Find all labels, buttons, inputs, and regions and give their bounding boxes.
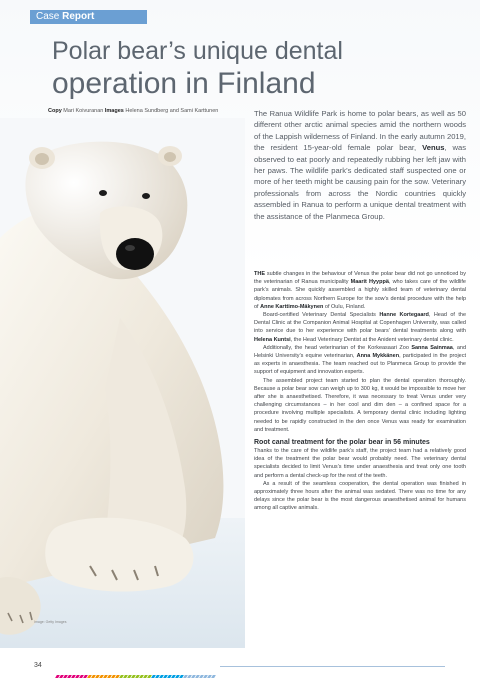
page-footer bbox=[0, 652, 480, 679]
polar-bear-photo bbox=[0, 118, 245, 648]
text: subtle changes in the behaviour of Venus the polar bear did not go unnoticed by the veterinarian of Ranua municipality bbox=[254, 271, 466, 286]
paragraph-6: As a result of the seamless cooperation, the dental operation was finished in approximately three hours after the animal was sedated. There was no time for any delays since the polar bear is the most dangerous anaesthetised animal for humans among all captive animals. bbox=[254, 480, 466, 512]
color-stripe bbox=[56, 665, 216, 668]
lead-text-2: , was observed to eat poorly and repeatedly rubbing her left jaw with her paws. The wildlife park’s dedicated staff suspected one or more of her teeth might be causing pain for the sow. Veterinary professionals from across the Nordic countries quickly assembled in Ranua to perform a unique dental treatment with the assistance of the Planmeca Group. bbox=[254, 143, 466, 221]
person-name: Helena Kuntsi bbox=[254, 336, 291, 343]
copy-name: Mari Koivuranan bbox=[63, 108, 104, 114]
paragraph-1 bbox=[254, 270, 466, 311]
paragraph-4: The assembled project team started to plan the dental operation thoroughly. Because a polar bear sow can weigh up to 300 kg, it would be impossible to move her after she is anaesthetised. Therefore, it was necessary to treat Venus under very challenging circumstances – in her cool and dim den – a confined space for a procedure involving multiple specialists. A temporary dental clinic including lighting needed to be rapidly constructed in the den once Venus was ready for examination and treatment. bbox=[254, 377, 466, 433]
paragraph-5: Thanks to the care of the wildlife park’s staff, the project team had a relatively good idea of the treatment the polar bear would probably need. The veterinary dental specialists decided to limit Venus’s time under anaesthesia and treat only one tooth and perform a dental check-up for the rest of the teeth. bbox=[254, 448, 466, 479]
lead-text-1: The Ranua Wildlife Park is home to polar bears, as well as 50 different other arctic animal species amid the northern woods of the Lappish wilderness of Finland. In the early autumn 2019, the resident 15-year-old female polar bear, bbox=[254, 109, 466, 153]
copy-label: Copy bbox=[48, 108, 62, 114]
page-number: 34 bbox=[34, 662, 42, 669]
lead-paragraph bbox=[254, 108, 466, 222]
person-name: Maarit Hyyppä bbox=[350, 279, 389, 286]
text: Additionally, the head veterinarian of the Korkeasaari Zoo bbox=[263, 344, 412, 351]
byline bbox=[48, 108, 218, 114]
text: , who takes care of the wildlife park’s animals. She quickly assembled a highly skilled team of veterinary dental diplomates from across Northern Europe for the sow’s dental procedure with the help of bbox=[254, 279, 466, 310]
paragraph-3 bbox=[254, 344, 466, 377]
section-tag bbox=[30, 10, 147, 24]
footer-rule bbox=[220, 666, 445, 667]
text: , participated in the project as experts in anaesthesia. The team reached out to Planmeca Group to provide the support of equipment and innovation experts. bbox=[254, 353, 467, 376]
title-line-2: operation in Finland bbox=[52, 67, 316, 100]
drop-lead: THE bbox=[254, 271, 265, 277]
paragraph-2 bbox=[254, 311, 466, 344]
photo-credit: Image: Getty Images bbox=[34, 620, 67, 624]
text: Board-certified Veterinary Dental Specialists bbox=[263, 312, 380, 319]
lead-bear-name: Venus bbox=[422, 143, 445, 153]
images-label: Images bbox=[104, 108, 124, 114]
images-name: Helena Sundberg and Sami Karttunen bbox=[125, 108, 219, 114]
section-tag-bold: Report bbox=[62, 11, 95, 22]
text: , the Head Veterinary Dentist at the Anident veterinary dental clinic. bbox=[290, 336, 454, 343]
person-name: Anne Karttimo-Mäkynen bbox=[260, 303, 324, 310]
text: , and Helsinki University’s equine veterinarian, bbox=[254, 344, 467, 360]
person-name: Sanna Sainmaa bbox=[411, 344, 453, 351]
person-name: Anna Mykkänen bbox=[356, 353, 400, 360]
text: of Oulu, Finland. bbox=[323, 303, 366, 310]
article-body bbox=[254, 270, 466, 513]
person-name: Hanne Kortegaard bbox=[379, 312, 429, 319]
page-title bbox=[52, 36, 472, 102]
section-tag-light: Case bbox=[36, 11, 63, 22]
text: , Head of the Dental Clinic at the Companion Animal Hospital at Copenhagen University, was called into service due to her experience with polar bears’ dental treatments along with bbox=[254, 312, 466, 335]
subheading: Root canal treatment for the polar bear in 56 minutes bbox=[254, 439, 430, 447]
title-line-1: Polar bear’s unique dental bbox=[52, 37, 343, 65]
stripe-segment bbox=[211, 675, 216, 678]
